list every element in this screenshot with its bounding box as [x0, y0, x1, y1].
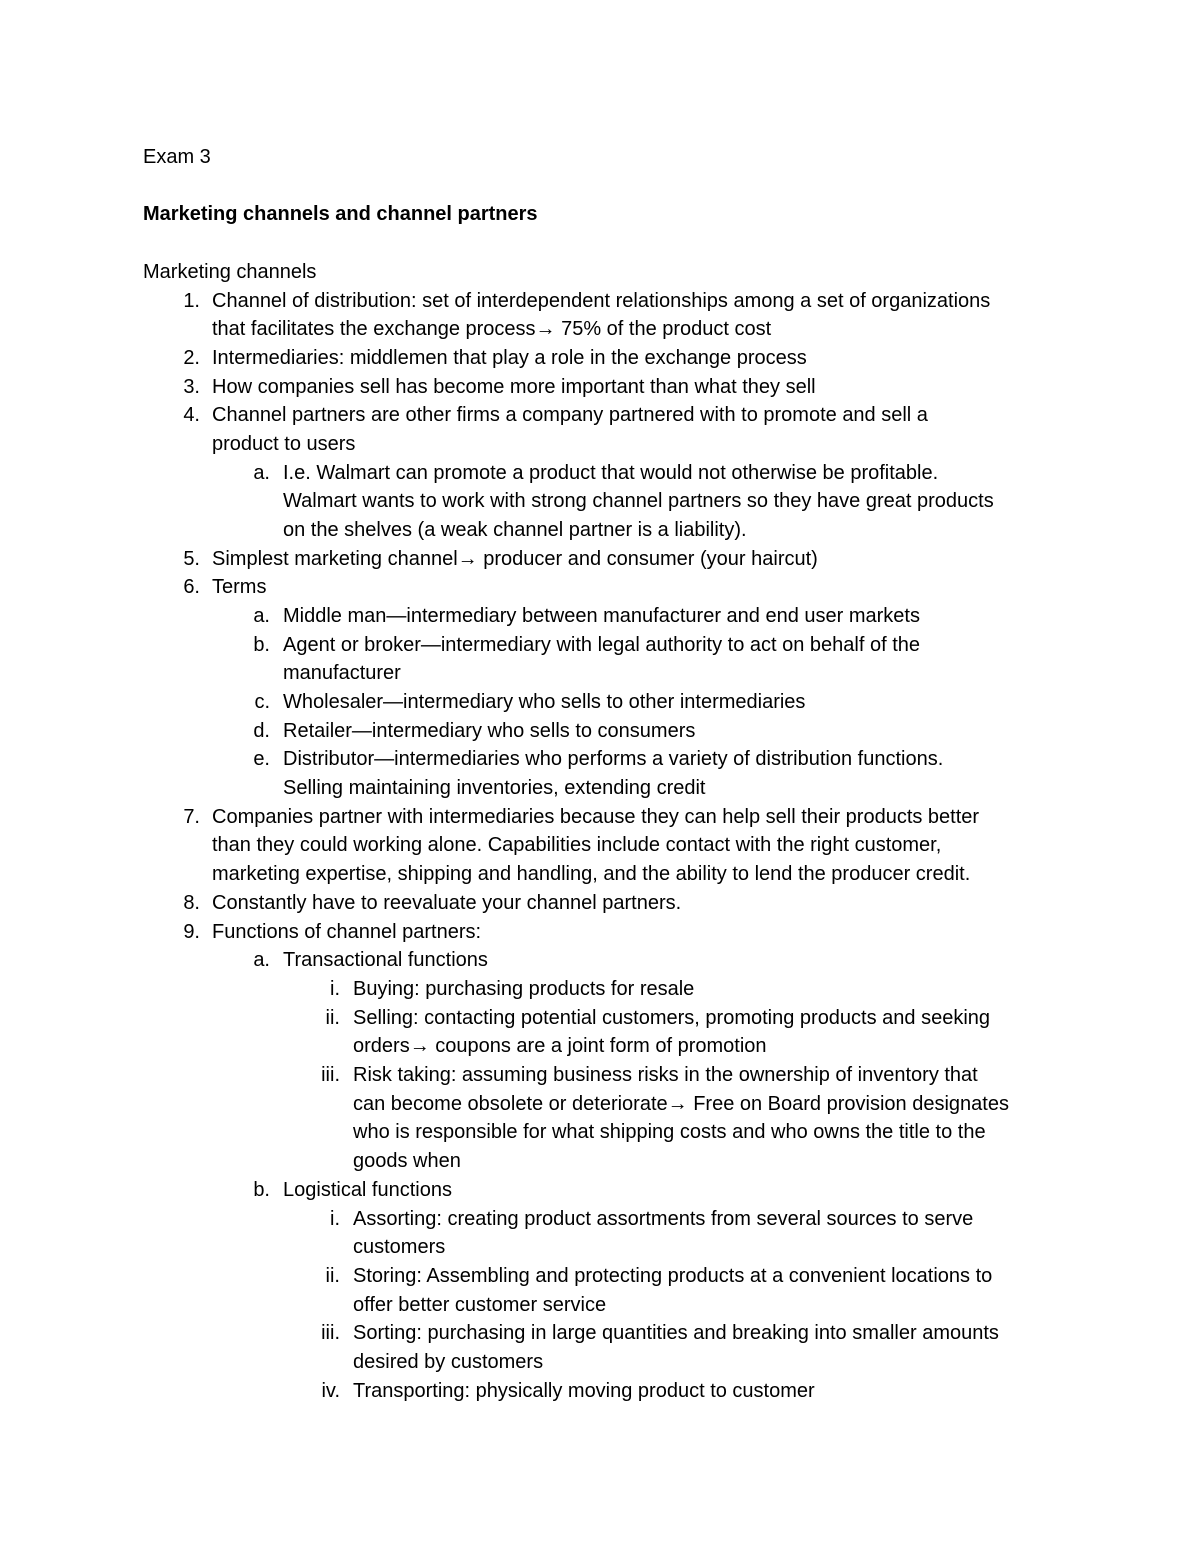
list-item-text: that facilitates the exchange process→ 75% of the product cost [212, 318, 772, 340]
list-item-text: who is responsible for what shipping costs and who owns the title to the [353, 1121, 986, 1143]
list-item-text: goods when [353, 1150, 461, 1172]
list-item-text: Wholesaler—intermediary who sells to other intermediaries [283, 691, 806, 713]
list-item-text: offer better customer service [353, 1294, 607, 1316]
list-item-text: desired by customers [353, 1351, 544, 1373]
list-marker: a. [253, 949, 270, 971]
list-item-text: Buying: purchasing products for resale [353, 978, 695, 1000]
list-item-text: Companies partner with intermediaries because they can help sell their products better [212, 806, 980, 828]
list-item-text: Walmart wants to work with strong channel partners so they have great products [283, 490, 994, 512]
list-item-text: I.e. Walmart can promote a product that would not otherwise be profitable. [283, 462, 939, 484]
list-marker: 4. [183, 404, 200, 426]
list-marker: iii. [321, 1322, 340, 1344]
list-item-text: Logistical functions [283, 1179, 452, 1201]
list-item-text: Intermediaries: middlemen that play a role in the exchange process [212, 347, 807, 369]
list-item-text: Transporting: physically moving product to customer [353, 1380, 815, 1402]
list-item-text: orders→ coupons are a joint form of promotion [353, 1035, 767, 1057]
list-marker: a. [253, 605, 270, 627]
list-item-text: Distributor—intermediaries who performs a variety of distribution functions. [283, 748, 944, 770]
subsection-heading: Marketing channels [143, 261, 317, 283]
list-item-text: Selling: contacting potential customers, promoting products and seeking [353, 1007, 991, 1029]
list-marker: c. [254, 691, 270, 713]
list-item-text: Constantly have to reevaluate your channel partners. [212, 892, 682, 914]
list-item-text: manufacturer [283, 662, 401, 684]
list-marker: a. [253, 462, 270, 484]
list-marker: 8. [183, 892, 200, 914]
list-item-text: Functions of channel partners: [212, 921, 482, 943]
list-marker: i. [330, 1208, 340, 1230]
list-marker: b. [253, 1179, 270, 1201]
list-item-text: Storing: Assembling and protecting products at a convenient locations to [353, 1265, 993, 1287]
list-marker: ii. [325, 1265, 340, 1287]
list-item-text: Middle man—intermediary between manufacturer and end user markets [283, 605, 920, 627]
list-item-text: customers [353, 1236, 446, 1258]
list-marker: 1. [183, 290, 200, 312]
document-title: Exam 3 [143, 146, 211, 168]
list-marker: d. [253, 720, 270, 742]
section-heading: Marketing channels and channel partners [143, 203, 538, 225]
list-item-text: Risk taking: assuming business risks in the ownership of inventory that [353, 1064, 978, 1086]
list-item-text: Terms [212, 576, 267, 598]
list-item-text: on the shelves (a weak channel partner is a liability). [283, 519, 747, 541]
list-item-text: Selling maintaining inventories, extending credit [283, 777, 706, 799]
list-item-text: than they could working alone. Capabilities include contact with the right customer, [212, 834, 942, 856]
list-item-text: Channel partners are other firms a company partnered with to promote and sell a [212, 404, 928, 426]
list-marker: iv. [321, 1380, 340, 1402]
list-marker: i. [330, 978, 340, 1000]
list-marker: 6. [183, 576, 200, 598]
list-marker: 3. [183, 376, 200, 398]
list-item-text: Simplest marketing channel→ producer and consumer (your haircut) [212, 548, 818, 570]
list-marker: 2. [183, 347, 200, 369]
list-marker: 5. [183, 548, 200, 570]
list-marker: ii. [325, 1007, 340, 1029]
list-marker: 7. [183, 806, 200, 828]
list-marker: 9. [183, 921, 200, 943]
list-item-text: can become obsolete or deteriorate→ Free on Board provision designates [353, 1093, 1009, 1115]
list-item-text: Assorting: creating product assortments from several sources to serve [353, 1208, 974, 1230]
list-item-text: Transactional functions [283, 949, 488, 971]
list-item-text: product to users [212, 433, 356, 455]
list-item-text: Retailer—intermediary who sells to consumers [283, 720, 696, 742]
list-marker: b. [253, 634, 270, 656]
list-item-text: Sorting: purchasing in large quantities and breaking into smaller amounts [353, 1322, 999, 1344]
list-item-text: Channel of distribution: set of interdependent relationships among a set of organizations [212, 290, 991, 312]
list-item-text: marketing expertise, shipping and handling, and the ability to lend the producer credit. [212, 863, 971, 885]
list-marker: iii. [321, 1064, 340, 1086]
list-marker: e. [253, 748, 270, 770]
list-item-text: How companies sell has become more important than what they sell [212, 376, 816, 398]
list-item-text: Agent or broker—intermediary with legal authority to act on behalf of the [283, 634, 921, 656]
